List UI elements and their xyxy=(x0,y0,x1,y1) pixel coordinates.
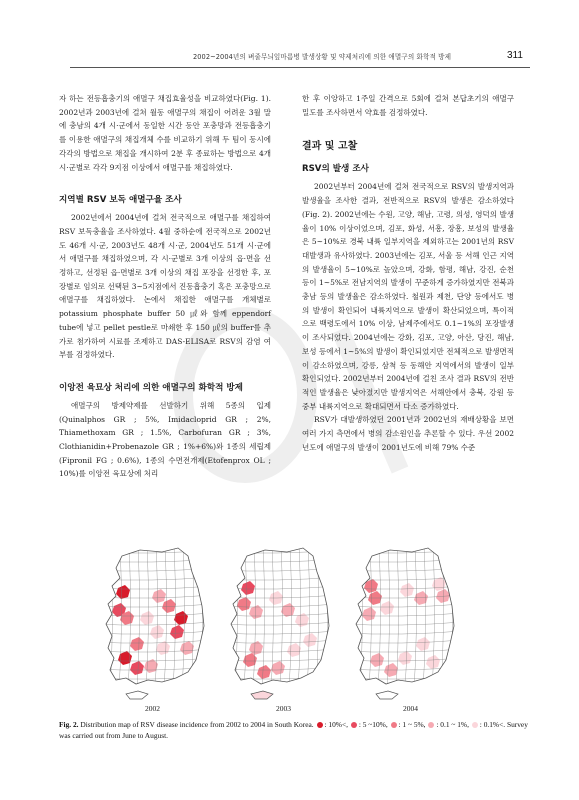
year-label-2003: 2003 xyxy=(276,704,291,713)
district-boundary xyxy=(92,685,212,688)
legend-dot-icon xyxy=(428,722,434,728)
running-header xyxy=(0,50,579,64)
caption-tail: Survey was carried out from June to August. xyxy=(59,720,528,740)
header-rule xyxy=(70,67,530,68)
year-label-2004: 2004 xyxy=(403,704,418,713)
section-heading-results: 결과 및 고찰 xyxy=(302,141,358,153)
jeju-island xyxy=(126,691,148,699)
district-boundary xyxy=(217,694,337,697)
left-paragraph-1: 자 하는 전등흡충기의 애멸구 채집효율성을 비교하였다(Fig. 1). 2002년과 2003년에 걸쳐 월동 애멸구의 채집이 어려운 3월 말에 충남의 4개 시·군에서 동일한 시간 동안 포충망과 전등흡충기를 이용한 애멸구의 채집개체 수를 비교하기 위해 두 팀이 동시에 각각의 방법으로 채집을 개시하여 2분 후 종료하는 방법으로 4개 시·군별로 각각 9지점 이상에서 애멸구를 채집하였다. xyxy=(59,94,271,172)
right-paragraph-3: RSV가 대발생하였던 2001년과 2002년의 재배상황을 보면 여러 가지 측면에서 병의 감소원인을 추론할 수 있다. 우선 2002년도에 애멸구의 발생이 2001년도에 비해 79% 수준 xyxy=(302,415,514,452)
district-boundary xyxy=(100,544,104,704)
district-boundary xyxy=(225,544,229,704)
caption-text: Distribution map of RSV disease incidence from 2002 to 2004 in South Korea. xyxy=(80,720,314,729)
figure-caption xyxy=(59,719,529,741)
legend-item-4: : 0.1 ~ 1%, xyxy=(427,720,469,729)
map-2004 xyxy=(342,544,462,704)
caption-label: Fig. 2. xyxy=(59,720,79,729)
left-column xyxy=(59,92,271,481)
section-heading-rsv-vector: 지역별 RSV 보독 애멸구율 조사 xyxy=(59,195,182,206)
map-2002 xyxy=(92,544,212,704)
section-heading-chemical-control: 이앙전 육묘상 처리에 의한 애멸구의 화학적 방제 xyxy=(59,382,243,393)
jeju-island xyxy=(376,691,398,699)
legend-item-3: : 1 ~ 5%, xyxy=(390,720,426,729)
page-number: 311 xyxy=(507,50,523,61)
running-title: 2002~2004년의 벼줄무늬잎마름병 발생상황 및 약제처리에 의한 애멸구의 화학적 방제 xyxy=(192,53,452,61)
legend-dot-icon xyxy=(391,722,397,728)
district-boundary xyxy=(333,544,337,704)
legend-item-2: : 5 ~10%, xyxy=(350,720,388,729)
jeju-island xyxy=(251,691,273,699)
district-boundary xyxy=(458,544,462,704)
left-paragraph-3: 애멸구의 방제약제를 선발하기 위해 5종의 입제(Quinalphos GR ; 5%, Imidacloprid GR ; 2%, Thiamethoxam GR ; 1.5%, Carbofuran GR ; 3%, Clothianidin+Probenazole GR ; 1%+6%)와 1종의 세립제(Fipronil FG ; 0.6%), 1종의 수면전개제(Etofenprox OL ; 10%)를 이앙전 육묘상에 처리 xyxy=(59,400,271,479)
legend-dot-icon xyxy=(317,722,323,728)
legend-dot-icon xyxy=(472,722,478,728)
legend-dot-icon xyxy=(351,722,357,728)
left-paragraph-2: 2002년에서 2004년에 걸쳐 전국적으로 애멸구를 채집하여 RSV 보독충율을 조사하였다. 4월 중하순에 전국적으로 2002년도 46개 시·군, 2003년도 48개 시·군, 2004년도 51개 시·군에서 애멸구를 채집하였으며, 각 시·군별로 3개 이상의 읍·면을 선정하고, 선정된 읍·면별로 3개 이상의 채집 포장을 선정한 후, 포장별로 임의로 선택된 3~5지점에서 진동흡충기 혹은 포충망으로 애멸구를 채집하였다. 논에서 채집한 애멸구를 개체별로 potassium phosphate buffer 50 ㎕와 함께 eppendorf tube에 넣고 pellet pestle로 마쇄한 후 150 ㎕의 buffer를 추가로 첨가하여 시료를 조제하고 DAS-ELISA로 RSV의 감염 여부를 검정하였다. xyxy=(59,213,271,360)
district-boundary xyxy=(217,685,337,688)
district-boundary xyxy=(350,544,354,704)
right-paragraph-1: 한 후 이앙하고 1주일 간격으로 5회에 걸쳐 본답초기의 애멸구 밀도를 조사하면서 약효를 검정하였다. xyxy=(302,94,514,117)
right-paragraph-2: 2002년부터 2004년에 걸쳐 전국적으로 RSV의 발생지역과 발생율을 조사한 결과, 전반적으로 RSV의 발생은 감소하였다(Fig. 2). 2002년에는 수원, 고양, 해남, 고령, 의성, 영덕의 발생율이 10% 이상이었으며, 김포, 화성, 서흥, 장흥, 보성의 발생율은 5~10%로 경북 내륙 일부지역을 제외하고는 2001년의 RSV 대발생과 유사하였다. 2003년에는 김포, 서울 등 서해 인근 지역의 발생율이 5~10%로 높았으며, 강화, 함평, 해남, 강진, 순천 등이 1~5%로 전남지역의 발생이 꾸준하게 증가하였지만 전북과 충남 등의 발생율은 감소하였다. 철원과 제천, 단양 등에서도 병의 발생이 확인되어 내륙지역으로 발생이 확산되었으며, 특이적으로 백령도에서 10% 이상, 남제주에서도 0.1~1%의 포장발생이 조사되었다. 2004년에는 강화, 김포, 고양, 아산, 당진, 해남, 보성 등에서 1~5%의 발생이 확인되었지만 전체적으로 발생면적이 감소하였으며, 강릉, 삼척 등 동해안 지역에서의 발생이 일부 확인되었다. 2002년부터 2004년에 걸친 조사 결과 RSV의 전반적인 발생율은 낮아졌지만 발생지역은 서해안에서 충북, 강원 등 중부 내륙지역으로 확대되면서 다소 증가하였다. xyxy=(302,182,514,411)
year-label-2002: 2002 xyxy=(145,704,160,713)
right-column xyxy=(302,92,514,454)
map-2003 xyxy=(217,544,337,704)
district-boundary xyxy=(92,694,212,697)
district-boundary xyxy=(342,694,462,697)
figure-rsv-maps xyxy=(92,544,462,714)
legend-item-1: : 10%<, xyxy=(316,720,348,729)
district-boundary xyxy=(208,544,212,704)
legend-item-5: : 0.1%<. xyxy=(471,720,505,729)
section-heading-rsv-survey: RSV의 발생 조사 xyxy=(302,164,369,175)
district-boundary xyxy=(342,685,462,688)
